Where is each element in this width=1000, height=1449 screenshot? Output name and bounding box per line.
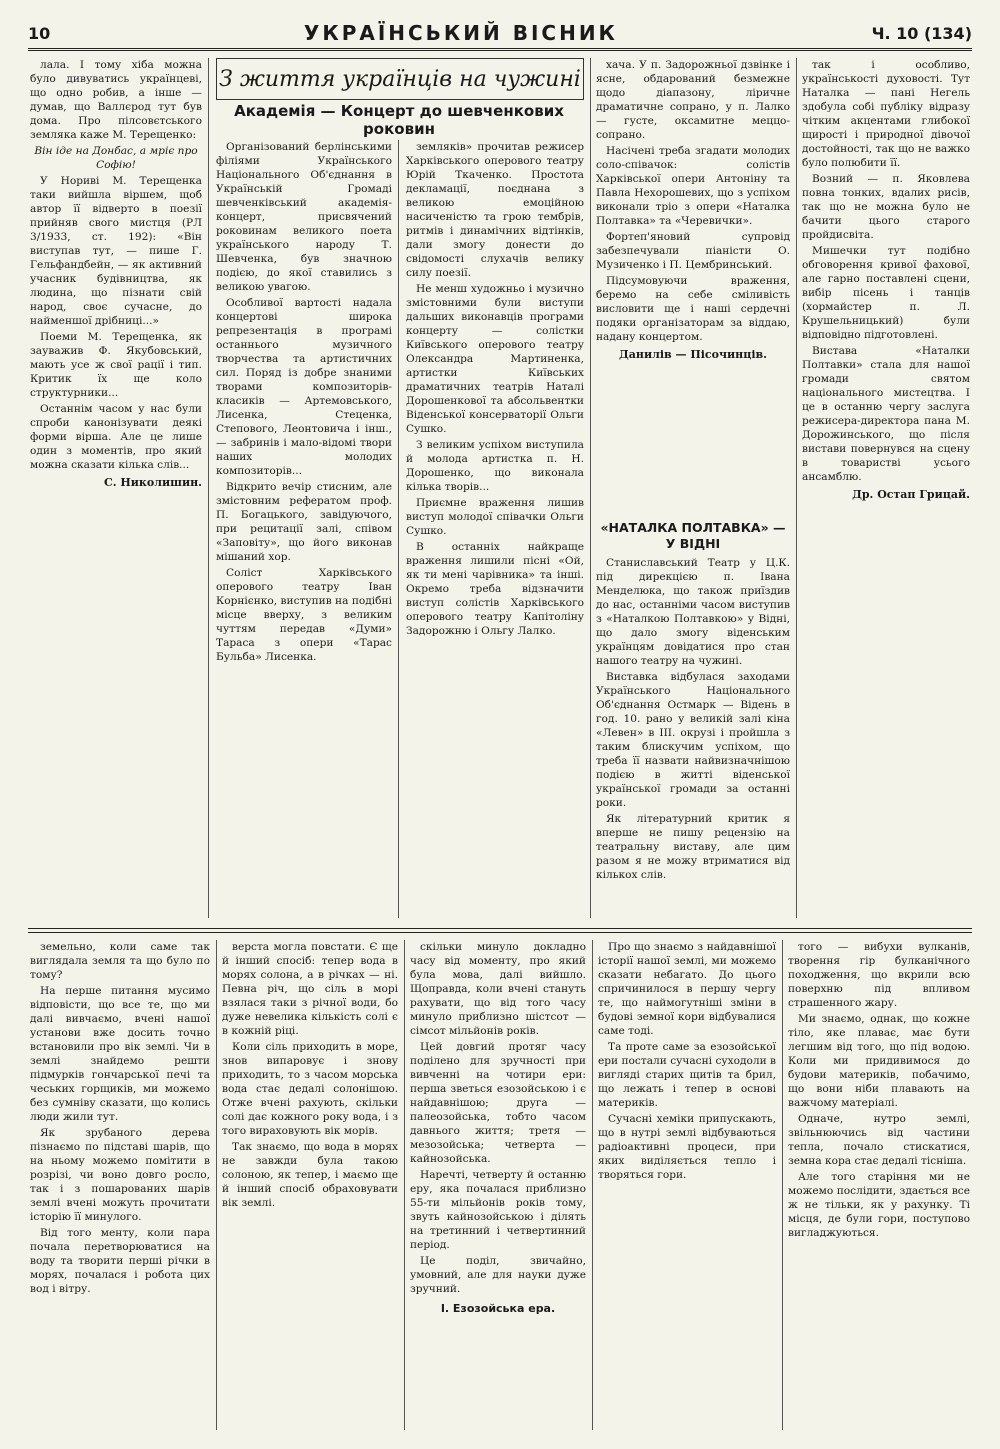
paragraph: Мишечки тут подібно обговорення кривої фахової, але гарно поставлені сцени, вибір пісень і танців (хормайстер п. Л. Крушельницький) були відповідно підготовлені.: [802, 245, 970, 341]
paragraph: З великим успіхом виступила й молода артистка п. Н. Дорошенко, що виконала кілька творів...: [406, 439, 584, 493]
paragraph: Насічені треба згадати молодих соло-співачок: солістів Харківської опери Антоніну та Павла Нехорошевих, що з успіхом виконали тріо з опери «Наталка Полтавка» та «Черевички».: [596, 145, 790, 227]
paragraph: Відкрито вечір стисним, але змістовним рефератом проф. П. Богацького, завідуючого, при рецитації залі, співом «Заповіту», що його виконав мішаний хор.: [216, 481, 392, 563]
column-4: [596, 58, 790, 362]
paragraph: Не менш художньо і музично змістовними були виступи дальших виконавців програми концерту — солістки Київського оперового театру Олександра Мартиненка, артистки Київських драматичних театрів Наталі Дорошенкової та абсольвентки Віденської консерваторії Ольги Сушко.: [406, 283, 584, 435]
lower-column-3: [410, 940, 586, 1322]
page-number: 10: [28, 23, 51, 43]
paragraph: В останніх найкраще враження лишили пісні «Ой, як ти мені чарівника» та інші. Окремо треба відзначити виступ солістів Харківського оперового театру Капітоліну Задорожню і Ольгу Лалко.: [406, 541, 584, 637]
column-rule: [208, 58, 209, 918]
paragraph: того — вибухи вулканів, творення гір булканічного походження, що вкрили всю поверхню під впливом страшенного жару.: [788, 941, 970, 1009]
signature: Данилів — Пісочинців.: [619, 348, 767, 361]
paragraph: Організований берлінськими філіями Українського Національного Об'єднання в Українській Громаді шевченківський академія-концерт, присвячений роковинам великого поета українського народу Т. Шевченка, був значною подією, до якої ставились з великою увагою.: [216, 141, 392, 293]
column-4-natalka: [596, 556, 790, 884]
column-2: [216, 140, 392, 666]
issue-number: Ч. 10 (134): [871, 23, 972, 43]
paragraph: Приємне враження лишив виступ молодої співачки Ольги Сушко.: [406, 497, 584, 537]
paragraph: Станиславський Театр у Ц.К. під дирекцією п. Івана Менделюка, що також приїздив до нас, останніми часом виступив з «Наталкою Полтавкою» у Відні, що дало змогу віденським українцям довідатися про стан нашого театру на чужині.: [596, 557, 790, 667]
column-rule: [404, 940, 405, 1430]
paragraph: Останнім часом у нас були спроби канонізувати деякі форми вірша. Але це лише один з моментів, про який можна сказати кілька слів...: [30, 403, 202, 471]
paragraph: У Нориві М. Терещенка таки вийшла віршем, щоб автор її відверто в поезії прийняв свого мистця (РЛ 3/1933, ст. 192): «Він виступав тут, — пише Г. Гельфандбейн, — як активний учасник будівництва, як людина, що пізнати свій народ, своє сучасне, до найменшої дрібниці...»: [30, 175, 202, 327]
paragraph: так і особливо, українськості духовості. Тут Наталка — пані Негель здобула собі публіку відразу чітким акцентами глибокої щирості і природної дівочої достойності, так що не важко було полюбити її.: [802, 59, 970, 169]
paragraph: Коли сіль приходить в море, знов випаровує і знову приходить, то з часом морська вода стає дедалі солонішою. Отже вчені рахують, скільки солі дає кожного року вода, і з того вираховують вік морів.: [222, 1041, 398, 1137]
paragraph: верста могла повстати. Є ще й інший спосіб: тепер вода в морях солона, а в річках — ні. Певна річ, що сіль в морі взялася таки з річної води, бо дуже невелика кількість солі є в кожній ріці.: [222, 941, 398, 1037]
headline-natalka: «НАТАЛКА ПОЛТАВКА» — У ВІДНІ: [600, 520, 786, 551]
paragraph: Виставка відбулася заходами Українського Національного Об'єднання Остмарк — Відень в год. 10. рано у великій залі кіна «Левен» в III. окрузі і пройшла з таким блискучим успіхом, що треба її назвати найвизначнішою подією в житті віденської української громади за останні роки.: [596, 671, 790, 809]
signature: Др. Остап Грицай.: [852, 488, 970, 501]
paragraph: Соліст Харківського оперового театру Іван Корнієнко, виступив на подібні місце вверху, з великим чуттям передав «Думи» Тараса з опери «Тарас Бульба» Лисенка.: [216, 567, 392, 663]
paragraph: Вистава «Наталки Полтавки» стала для нашої громади святом національного мистецтва. І це в останню чергу заслуга режисера-директора пана М. Дорожинського, що після вистави повернувся на сцену в товаристві усього ансамблю.: [802, 345, 970, 483]
paragraph: Возний — п. Яковлева повна тонких, вдалих рисів, так що не можна було не бачити цього старого пройдисвіта.: [802, 173, 970, 241]
paragraph: Сучасні хеміки припускають, що в нутрі землі відбуваються радіоактивні процеси, при яких виділяється тепло і творяться гори.: [598, 1113, 776, 1181]
paragraph: Одначе, нутро землі, звільнюючись від частини тепла, почало стискатися, земна кора стає дедалі тісніша.: [788, 1113, 970, 1167]
lower-column-4: [598, 940, 776, 1184]
section-divider: [28, 928, 972, 933]
column-3: [406, 140, 584, 640]
paragraph: Наречті, четверту й останню еру, яка почалася приблизно 55-ти мільйонів років тому, звуть кайнозойською і ділять на третинний і четвертинний період.: [410, 1169, 586, 1251]
subheading: І. Езозойська ера.: [440, 1302, 556, 1315]
paragraph: Особливої вартості надала концертові широка репрезентація в програмі останнього музичного творчества та артистичних сил. Поряд із добре знаними творами композиторів-класиків — Артемовського, Лисенка, Стеценка, Степового, Леонтовича і інш., — забринів і мало-відомі твори наших молодих композиторів...: [216, 297, 392, 477]
paragraph: хача. У п. Задорожньої дзвінке і ясне, обдарований безмежне щодо діапазону, ліричне драматичне сопрано, у п. Лалко — густе, оксамитне меццо-сопрано.: [596, 59, 790, 141]
column-rule: [796, 58, 797, 918]
paragraph: скільки минуло докладно часу від моменту, про який була мова, далі вийшло. Щоправда, коли вчені стануть рахувати, що від того часу минуло приблизно шістсот — сімсот мільйонів років.: [410, 941, 586, 1037]
paper-title: УКРАЇНСЬКИЙ ВІСНИК: [303, 21, 618, 45]
column-rule: [590, 58, 591, 918]
page-header: [28, 18, 972, 51]
column-rule: [216, 940, 217, 1430]
column-rule: [398, 140, 399, 918]
paragraph: Цей довгий протяг часу поділено для зручності при вивченні на чотири ери: перша зветься езозойською і є найдавнішою; друга — палеозойська, тобто часом давнього життя; третя — мезозойська; четверта — кайнозойська.: [410, 1041, 586, 1165]
paragraph: Ми знаємо, однак, що кожне тіло, яке плаває, має бути легшим від того, що під водою. Коли ми придивимося до будови материків, побачимо, що вони ніби плавають на важчому матеріалі.: [788, 1013, 970, 1109]
section-banner: З життя українців на чужині: [216, 58, 584, 100]
paragraph: Це поділ, звичайно, умовний, але для науки дуже зручний.: [410, 1255, 586, 1295]
lower-column-1: [30, 940, 210, 1298]
paragraph: Та проте саме за езозойської ери постали сучасні суходоли в вигляді старих щитів та брил, що лежать і тепер в основі материків.: [598, 1041, 776, 1109]
paragraph: Про що знаємо з найдавнішої історії нашої землі, ми можемо сказати небагато. До цього спричинилося в першу чергу те, що наймогутніші зміни в будові земної кори відбувалися саме тоді.: [598, 941, 776, 1037]
paragraph: На перше питання мусимо відповісти, що все те, що ми далі вивчаємо, вчені нашої установи вже досить точно встановили про вік землі. Чи в землі знайдемо решти підмурків гончарської печі та чеських горщиків, ми можемо без сумніву сказати, що колись люди жили тут.: [30, 985, 210, 1123]
paragraph: земельно, коли саме так виглядала земля та що було по тому?: [30, 941, 210, 981]
paragraph: Але того старіння ми не можемо послідити, здається все ж не тільки, як у рахунку. Ті місця, де були гори, поступово вигладжуються.: [788, 1171, 970, 1239]
column-5: [802, 58, 970, 502]
column-1: [30, 58, 202, 490]
paragraph: Так знаємо, що вода в морях не завжди була такою солоною, як тепер, і маємо ще й інший спосіб обраховувати вік землі.: [222, 1141, 398, 1209]
paragraph: Від того менту, коли пара почала перетворюватися на воду та творити перші річки в морях, почалася і робота цих вод і вітру.: [30, 1227, 210, 1295]
paragraph: Поеми М. Терещенка, як зауважив Ф. Якубовський, мають усе ж свої рації і тип. Критик їх ще коло структурники...: [30, 331, 202, 399]
paragraph: Як зрубаного дерева пізнаємо по підставі шарів, що на ньому можемо помітити в розрізі, чи воно довго росло, так і з пошарованих шарів землі вчені можуть прочитати історію її минулого.: [30, 1127, 210, 1223]
paragraph: земляків» прочитав режисер Харківського оперового театру Юрій Ткаченко. Простота декламації, поєднана з великою емоційною насиченістю та грою тембрів, ритмів і динамічних відтінків, дали змогу донести до свідомості слухачів велику силу поезії.: [406, 141, 584, 279]
paragraph: лала. І тому хіба можна було дивуватись українцеві, що одно робив, а інше — думав, що Валлєрод тут був дома. Про пілсовєтського земляка каже М. Терещенко:: [30, 59, 202, 141]
paragraph: Підсумовуючи враження, беремо на себе сміливість висловити ще і наші сердечні подяки організаторам за віддаю, надану концертом.: [596, 275, 790, 343]
column-rule: [782, 940, 783, 1430]
quote: Він іде на Донбас, а мріє про Софію!: [34, 145, 198, 171]
lower-column-2: [222, 940, 398, 1212]
headline-concert: Академія — Концерт до шевченкових роковин: [234, 102, 564, 138]
paragraph: Як літературний критик я вперше не пишу рецензію на театральну виставу, але цим разом я не можу втриматися від кількох слів.: [596, 813, 790, 881]
signature: С. Николишин.: [103, 476, 202, 489]
column-rule: [592, 940, 593, 1430]
paragraph: Фортеп'яновий супровід забезпечували піаністи О. Музиченко і П. Цембринський.: [596, 231, 790, 271]
lower-column-5: [788, 940, 970, 1242]
